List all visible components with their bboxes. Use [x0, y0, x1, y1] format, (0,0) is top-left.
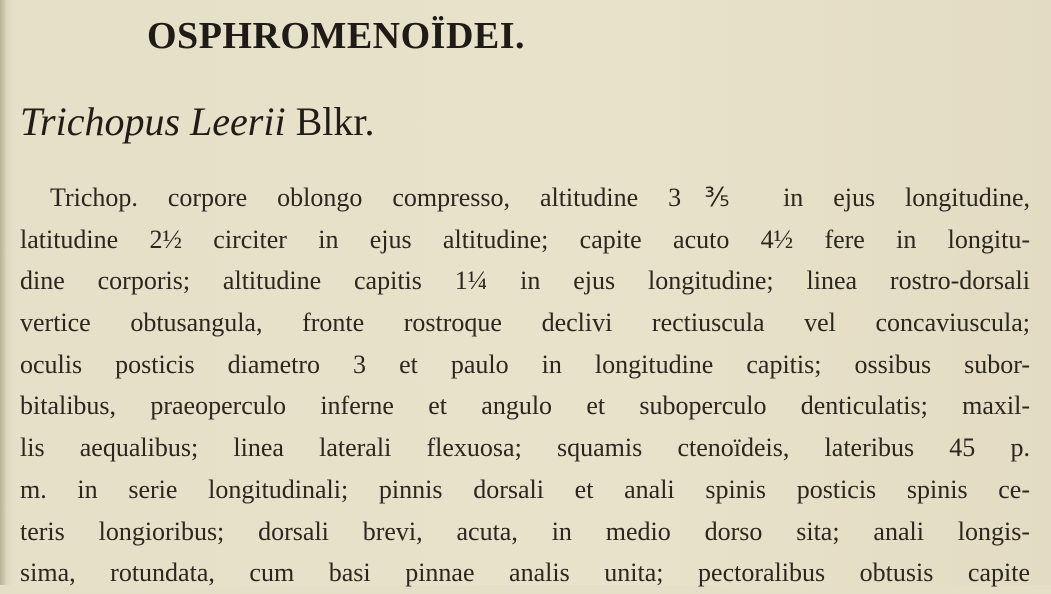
text-line: dine corporis; altitudine capitis 1¼ in ejus longitudine; linea rostro-dorsali: [20, 266, 1030, 296]
text-line: sima, rotundata, cum basi pinnae analis unita; pectoralibus obtusis capite: [20, 558, 1030, 588]
text-line: lis aequalibus; linea laterali flexuosa; squamis ctenoïdeis, lateribus 45 p.: [20, 433, 1030, 463]
species-title: [20, 98, 375, 145]
text-line: latitudine 2½ circiter in ejus altitudine; capite acuto 4½ fere in longitu-: [20, 224, 1030, 254]
species-author: Blkr.: [295, 99, 375, 144]
description-paragraph: [20, 177, 1030, 594]
text-line: teris longioribus; dorsali brevi, acuta, in medio dorso sita; anali longis-: [20, 516, 1030, 546]
text-line: vertice obtusangula, fronte rostroque declivi rectiuscula vel concaviuscula;: [20, 308, 1030, 338]
text-line: m. in serie longitudinali; pinnis dorsali et anali spinis posticis spinis ce-: [20, 474, 1030, 504]
text-line: Trichop. corpore oblongo compresso, altitudine 3⅗ in ejus longitudine,: [50, 183, 1030, 212]
text-line: oculis posticis diametro 3 et paulo in longitudine capitis; ossibus subor-: [20, 349, 1030, 379]
species-binomial: Trichopus Leerii: [20, 99, 286, 144]
page-gutter-shadow: [0, 0, 6, 585]
text-line: bitalibus, praeoperculo inferne et angulo et suboperculo denticulatis; maxil-: [20, 391, 1030, 421]
family-heading: OSPHROMENOÏDEI.: [147, 15, 526, 57]
